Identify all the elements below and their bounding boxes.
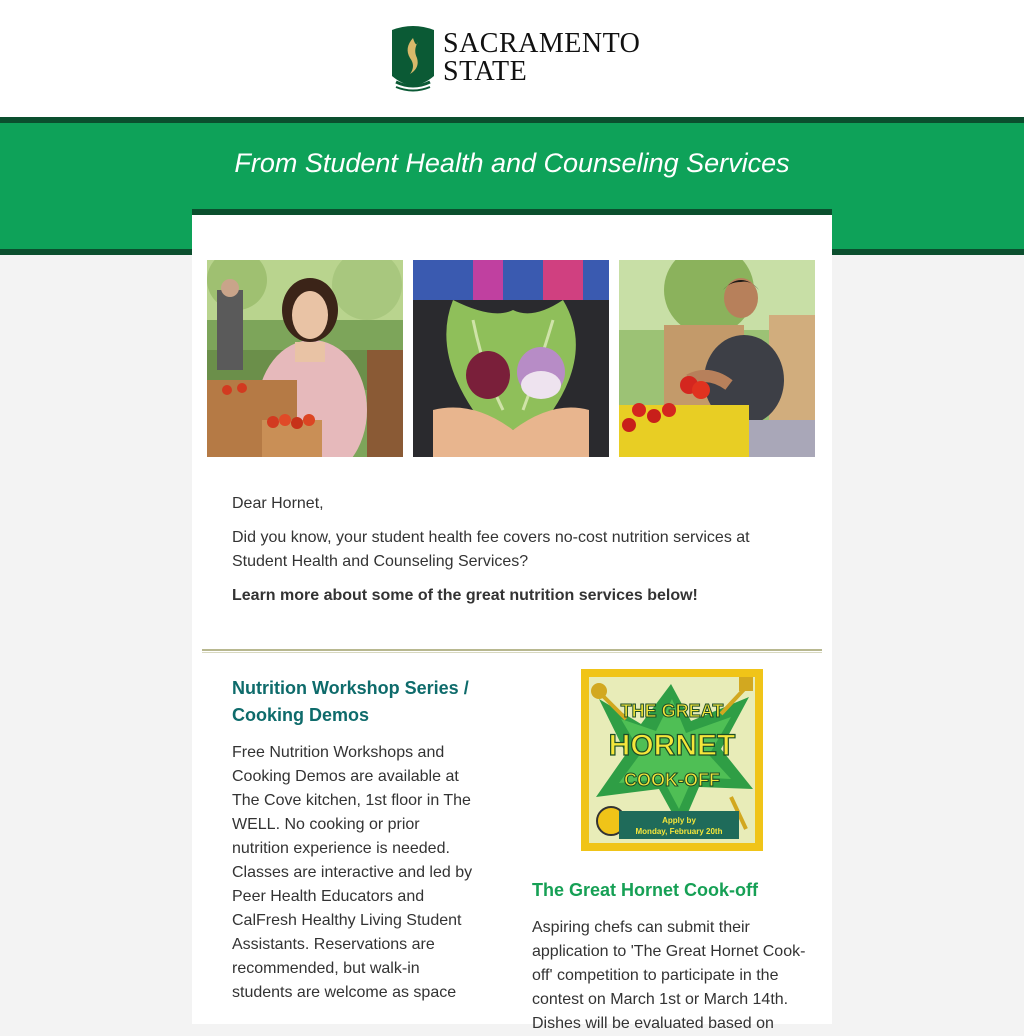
shield-torch-icon [390,24,436,94]
workshops-title[interactable]: Nutrition Workshop Series / Cooking Demos [232,678,469,725]
photo-turnips [413,260,609,457]
intro-section [232,492,792,618]
cookoff-title[interactable]: The Great Hornet Cook-off [532,880,759,900]
cookoff-body: Aspiring chefs can submit their application to 'The Great Hornet Cook-off' competition to participate in the contest on March 1st or March 14th. Dishes will be evaluated based on [532,919,806,1032]
poster-line-1: THE GREAT [620,701,724,721]
poster-line-2: HORNET [608,729,736,762]
photo-man-peppers [619,260,815,457]
workshops-section [232,675,477,1005]
hands-holding-turnips-photo [413,260,609,457]
poster-line-3: COOK-OFF [624,770,720,790]
banner-title: From Student Health and Counseling Services [234,148,790,178]
cookoff-poster-graphic [581,669,763,851]
woman-holding-tomatoes-photo [207,260,403,457]
photo-woman-tomatoes [207,260,403,457]
section-divider [202,649,822,653]
header-bar [0,0,1024,117]
poster-apply-date: Monday, February 20th [635,827,723,836]
intro-cta: Learn more about some of the great nutrition services below! [232,587,698,604]
logo-line-2: STATE [443,56,528,87]
cookoff-section [532,877,812,1036]
poster-apply-label: Apply by [662,816,696,825]
greeting: Dear Hornet, [232,495,324,512]
cookoff-poster[interactable] [581,669,763,851]
man-holding-peppers-photo [619,260,815,457]
workshops-body: Free Nutrition Workshops and Cooking Demos are available at The Cove kitchen, 1st floor in The WELL. No cooking or prior nutrition experience is needed. Classes are interactive and led by Peer Health Educators and CalFresh Healthy Living Student Assistants. Reservations are recommended, but walk-in students are welcome as space [232,744,473,1001]
intro-body: Did you know, your student health fee covers no-cost nutrition services at Student Health and Counseling Services? [232,529,750,570]
logo-line-1: SACRAMENTO [443,28,641,59]
logo-wordmark [443,30,640,86]
sacramento-state-logo[interactable] [390,24,640,94]
